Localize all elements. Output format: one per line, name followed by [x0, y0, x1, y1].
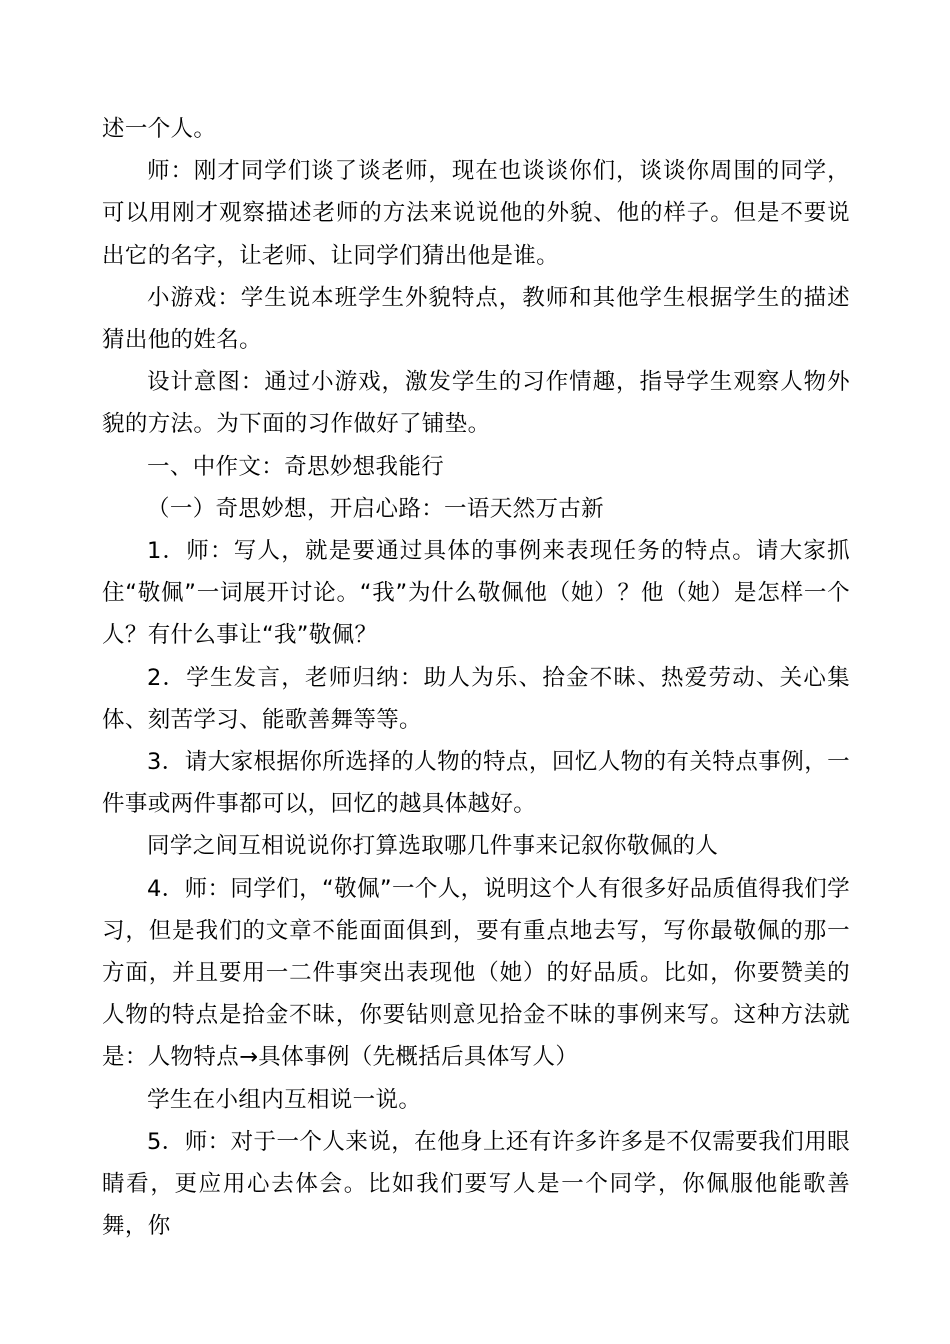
paragraph-step-2: 2．学生发言，老师归纳：助人为乐、拾金不昧、热爱劳动、关心集体、刻苦学习、能歌善舞等等。: [102, 664, 850, 733]
paragraph-step-1: 1．师：写人，就是要通过具体的事例来表现任务的特点。请大家抓住“敬佩”一词展开讨论。“我”为什么敬佩他（她）？他（她）是怎样一个人？有什么事让“我”敬佩？: [102, 538, 850, 649]
paragraph-continuation: 述一个人。: [102, 116, 217, 142]
paragraph-group-talk: 学生在小组内互相说一说。: [147, 1086, 422, 1113]
paragraph-design-intent: 设计意图：通过小游戏，激发学生的习作情趣，指导学生观察人物外貌的方法。为下面的习作做好了铺垫。: [102, 369, 850, 438]
document-page: [102, 108, 850, 1247]
paragraph-step-5: 5．师：对于一个人来说，在他身上还有许多许多是不仅需要我们用眼睛看，更应用心去体会。比如我们要写人是一个同学，你佩服他能歌善舞，你: [102, 1128, 850, 1240]
paragraph-step-3: 3．请大家根据你所选择的人物的特点，回忆人物的有关特点事例，一件事或两件事都可以，回忆的越具体越好。: [102, 749, 850, 818]
paragraph-peer-discussion: 同学之间互相说说你打算选取哪几件事来记叙你敬佩的人: [147, 833, 719, 860]
subsection-heading: （一）奇思妙想，开启心路：一语天然万古新: [147, 495, 605, 522]
section-heading: 一、中作文：奇思妙想我能行: [147, 453, 445, 480]
paragraph-teacher-intro: 师：刚才同学们谈了谈老师，现在也谈谈你们，谈谈你周围的同学，可以用刚才观察描述老师的方法来说说他的外貌、他的样子。但是不要说出它的名字，让老师、让同学们猜出他是谁。: [102, 158, 850, 269]
paragraph-mini-game: 小游戏：学生说本班学生外貌特点，教师和其他学生根据学生的描述猜出他的姓名。: [102, 284, 850, 354]
paragraph-step-4: 4．师：同学们，“敬佩”一个人，说明这个人有很多好品质值得我们学习，但是我们的文章不能面面俱到，要有重点地去写，写你最敬佩的那一方面，并且要用一二件事突出表现他（她）的好品质。比如，你要赞美的人物的特点是拾金不昧，你要钻则意见拾金不昧的事例来写。这种方法就是：人物特点→具体事例（先概括后具体写人）: [102, 875, 850, 1071]
